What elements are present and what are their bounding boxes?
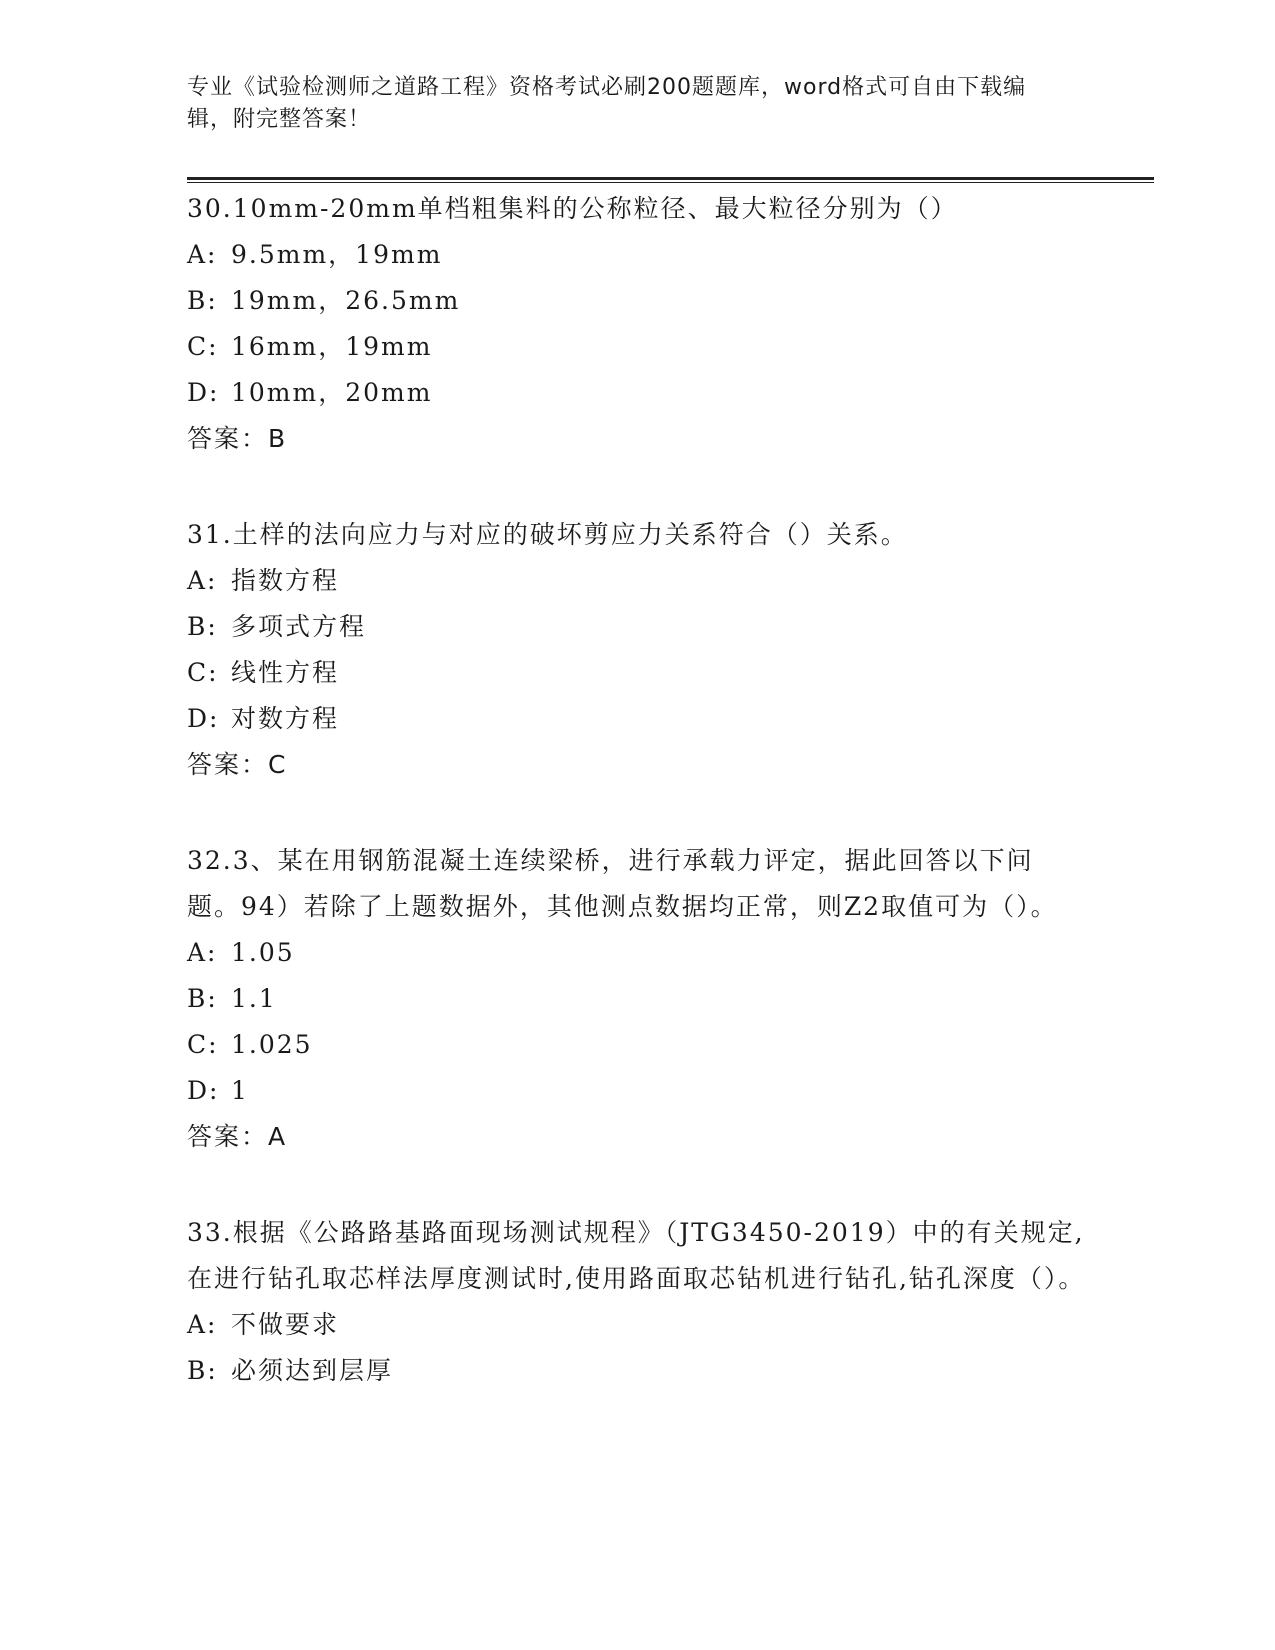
answer-line: 答案：B xyxy=(187,424,288,453)
option-text: 线性方程 xyxy=(231,658,340,687)
question-list xyxy=(187,186,1087,1444)
option-letter: A: xyxy=(187,938,218,967)
question-text: 30.10mm-20mm单档粗集料的公称粒径、最大粒径分别为（） xyxy=(187,194,958,223)
option-b xyxy=(187,1348,1087,1394)
option-d xyxy=(187,1068,1087,1114)
option-letter: B: xyxy=(187,1356,218,1385)
option-c xyxy=(187,1022,1087,1068)
option-letter: B: xyxy=(187,612,218,641)
option-b xyxy=(187,976,1087,1022)
option-letter: C: xyxy=(187,658,219,687)
option-text: 9.5mm，19mm xyxy=(231,240,443,269)
option-text: 10mm，20mm xyxy=(231,378,433,407)
option-letter: D: xyxy=(187,704,220,733)
option-a xyxy=(187,1302,1087,1348)
option-a xyxy=(187,232,1087,278)
option-text: 不做要求 xyxy=(231,1310,340,1339)
option-b xyxy=(187,278,1087,324)
option-a xyxy=(187,558,1087,604)
option-letter: C: xyxy=(187,1030,219,1059)
option-d xyxy=(187,696,1087,742)
question-33 xyxy=(187,1210,1087,1394)
option-text: 1.05 xyxy=(231,938,295,967)
option-text: 必须达到层厚 xyxy=(231,1356,394,1385)
option-text: 19mm，26.5mm xyxy=(231,286,461,315)
option-letter: D: xyxy=(187,378,220,407)
option-text: 对数方程 xyxy=(231,704,340,733)
question-30 xyxy=(187,186,1087,462)
option-d xyxy=(187,370,1087,416)
answer-line: 答案：A xyxy=(187,1122,288,1151)
option-text: 16mm，19mm xyxy=(231,332,433,361)
option-text: 1.1 xyxy=(231,984,277,1013)
question-text: 33.根据《公路路基路面现场测试规程》（JTG3450-2019）中的有关规定,在进行钻孔取芯样法厚度测试时,使用路面取芯钻机进行钻孔,钻孔深度（）。 xyxy=(187,1218,1086,1293)
question-32 xyxy=(187,838,1087,1160)
option-b xyxy=(187,604,1087,650)
page-header: 专业《试验检测师之道路工程》资格考试必刷200题题库，word格式可自由下载编辑，附完整答案！ xyxy=(187,75,1027,132)
option-letter: C: xyxy=(187,332,219,361)
question-text: 32.3、某在用钢筋混凝土连续梁桥，进行承载力评定，据此回答以下问题。94）若除了上题数据外，其他测点数据均正常，则Z2取值可为（）。 xyxy=(187,846,1058,921)
option-text: 指数方程 xyxy=(231,566,340,595)
option-letter: D: xyxy=(187,1076,220,1105)
option-c xyxy=(187,650,1087,696)
option-text: 1.025 xyxy=(231,1030,313,1059)
question-31 xyxy=(187,512,1087,788)
option-letter: A: xyxy=(187,566,218,595)
option-letter: B: xyxy=(187,286,218,315)
header-divider xyxy=(187,177,1154,180)
option-text: 1 xyxy=(231,1076,249,1105)
option-letter: A: xyxy=(187,240,218,269)
option-a xyxy=(187,930,1087,976)
header-divider-thin xyxy=(187,182,1154,183)
answer-line: 答案：C xyxy=(187,750,288,779)
option-letter: A: xyxy=(187,1310,218,1339)
question-text: 31.土样的法向应力与对应的破坏剪应力关系符合（）关系。 xyxy=(187,520,908,549)
option-letter: B: xyxy=(187,984,218,1013)
option-text: 多项式方程 xyxy=(231,612,367,641)
option-c xyxy=(187,324,1087,370)
